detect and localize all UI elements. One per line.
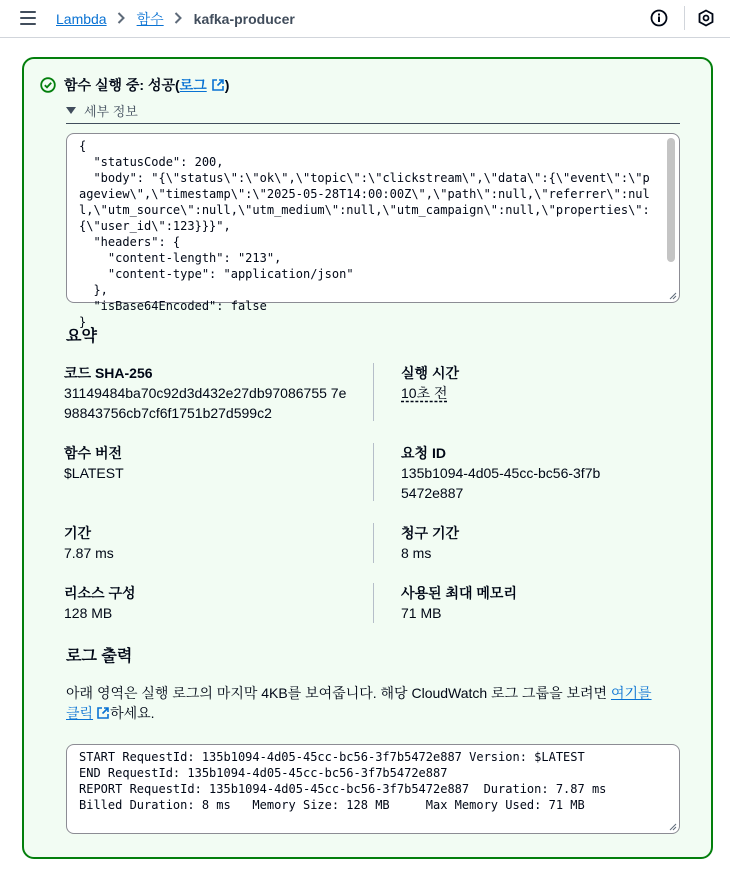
breadcrumb <box>56 9 295 29</box>
caret-down-icon <box>66 107 76 114</box>
execution-status <box>40 75 229 95</box>
resize-handle-icon[interactable] <box>669 292 677 300</box>
response-json-text: { "statusCode": 200, "body": "{\"status\":\"ok\",\"topic\":\"clickstream\",\"data\":{\"event\":\"pageview\",\"timestamp\":\"2025-05-28T14:00:00Z\",\"path\":null,\"referrer\":null,\"utm_source\":null,\"utm_medium\":null,\"utm_campaign\":null,\"properties\":{\"user_id\":123}}}", "headers": { "content-length": "213", "content-type": "application/json" }, "isBase64Encoded": false } <box>79 139 650 329</box>
execution-result-panel <box>22 57 713 859</box>
column-divider <box>373 523 374 563</box>
chevron-right-icon <box>117 12 127 27</box>
duration-label: 기간 <box>64 525 92 541</box>
log-desc-suffix: 하세요. <box>110 705 155 721</box>
max-memory-label: 사용된 최대 메모리 <box>401 585 517 601</box>
log-output-description <box>66 683 666 723</box>
max-memory-field <box>401 583 701 623</box>
request-id-field <box>401 443 701 503</box>
duration-value: 7.87 ms <box>64 545 114 561</box>
log-output-heading: 로그 출력 <box>66 648 133 665</box>
code-sha-field <box>64 363 364 423</box>
exec-time-field <box>401 363 701 403</box>
external-link-icon <box>211 78 225 92</box>
response-scrollbar[interactable] <box>667 138 675 262</box>
version-value: $LATEST <box>64 465 124 481</box>
breadcrumb-functions-link[interactable]: 함수 <box>136 11 164 27</box>
version-field <box>64 443 364 483</box>
info-circle-icon[interactable] <box>650 9 668 27</box>
version-label: 함수 버전 <box>64 445 122 461</box>
status-suffix: ) <box>224 77 230 93</box>
cloudwatch-link-label: 여기를 클릭 <box>66 685 652 721</box>
check-circle-icon <box>40 77 56 93</box>
billed-duration-value: 8 ms <box>401 545 432 561</box>
shield-settings-icon[interactable] <box>697 9 715 27</box>
hamburger-menu-icon[interactable] <box>20 11 36 25</box>
column-divider <box>373 583 374 623</box>
details-expander[interactable] <box>66 101 138 120</box>
exec-time-value[interactable]: 10초 전 <box>401 385 448 401</box>
column-divider <box>373 443 374 501</box>
breadcrumb-current-function: kafka-producer <box>193 11 295 27</box>
duration-field <box>64 523 364 563</box>
request-id-label: 요청 ID <box>401 445 446 461</box>
breadcrumb-lambda-link[interactable]: Lambda <box>56 11 107 27</box>
column-divider <box>373 363 374 421</box>
billed-duration-label: 청구 기간 <box>401 525 459 541</box>
billed-duration-field <box>401 523 701 563</box>
exec-time-label: 실행 시간 <box>401 365 459 381</box>
external-link-icon <box>96 706 110 720</box>
code-sha-label: 코드 SHA-256 <box>64 365 153 381</box>
response-json-textarea[interactable] <box>66 133 680 329</box>
chevron-right-icon <box>174 12 184 27</box>
log-output-textarea[interactable] <box>66 744 680 834</box>
max-memory-value: 71 MB <box>401 605 442 621</box>
status-text: 함수 실행 중: 성공( <box>64 77 180 93</box>
toolbar-divider <box>684 6 685 30</box>
status-log-link-label: 로그 <box>179 77 207 93</box>
code-sha-value: 31149484ba70c92d3d432e27db97086755 7e98843756cb7cf6f1751b27d599c2 <box>64 385 347 421</box>
resource-config-value: 128 MB <box>64 605 113 621</box>
details-divider <box>66 123 680 124</box>
resource-config-field <box>64 583 364 623</box>
summary-heading: 요약 <box>66 328 97 345</box>
resource-config-label: 리소스 구성 <box>64 585 136 601</box>
resize-handle-icon[interactable] <box>669 823 677 831</box>
log-desc-text: 아래 영역은 실행 로그의 마지막 4KB를 보여줍니다. 해당 CloudWatch 로그 그룹을 보려면 <box>66 685 611 701</box>
top-navigation-bar <box>0 0 730 38</box>
details-toggle-label: 세부 정보 <box>84 104 138 119</box>
status-log-link[interactable] <box>180 75 225 95</box>
request-id-value: 135b1094-4d05-45cc-bc56-3f7b5472e887 <box>401 465 601 501</box>
log-output-text: START RequestId: 135b1094-4d05-45cc-bc56-3f7b5472e887 Version: $LATEST END RequestId: 135b1094-4d05-45cc-bc56-3f7b5472e887 REPORT RequestId: 135b1094-4d05-45cc-bc56-3f7b5472e887 Duration: 7.87 ms Billed Duration: 8 ms Memory Size: 128 MB Max Memory Used: 71 MB <box>79 750 607 812</box>
